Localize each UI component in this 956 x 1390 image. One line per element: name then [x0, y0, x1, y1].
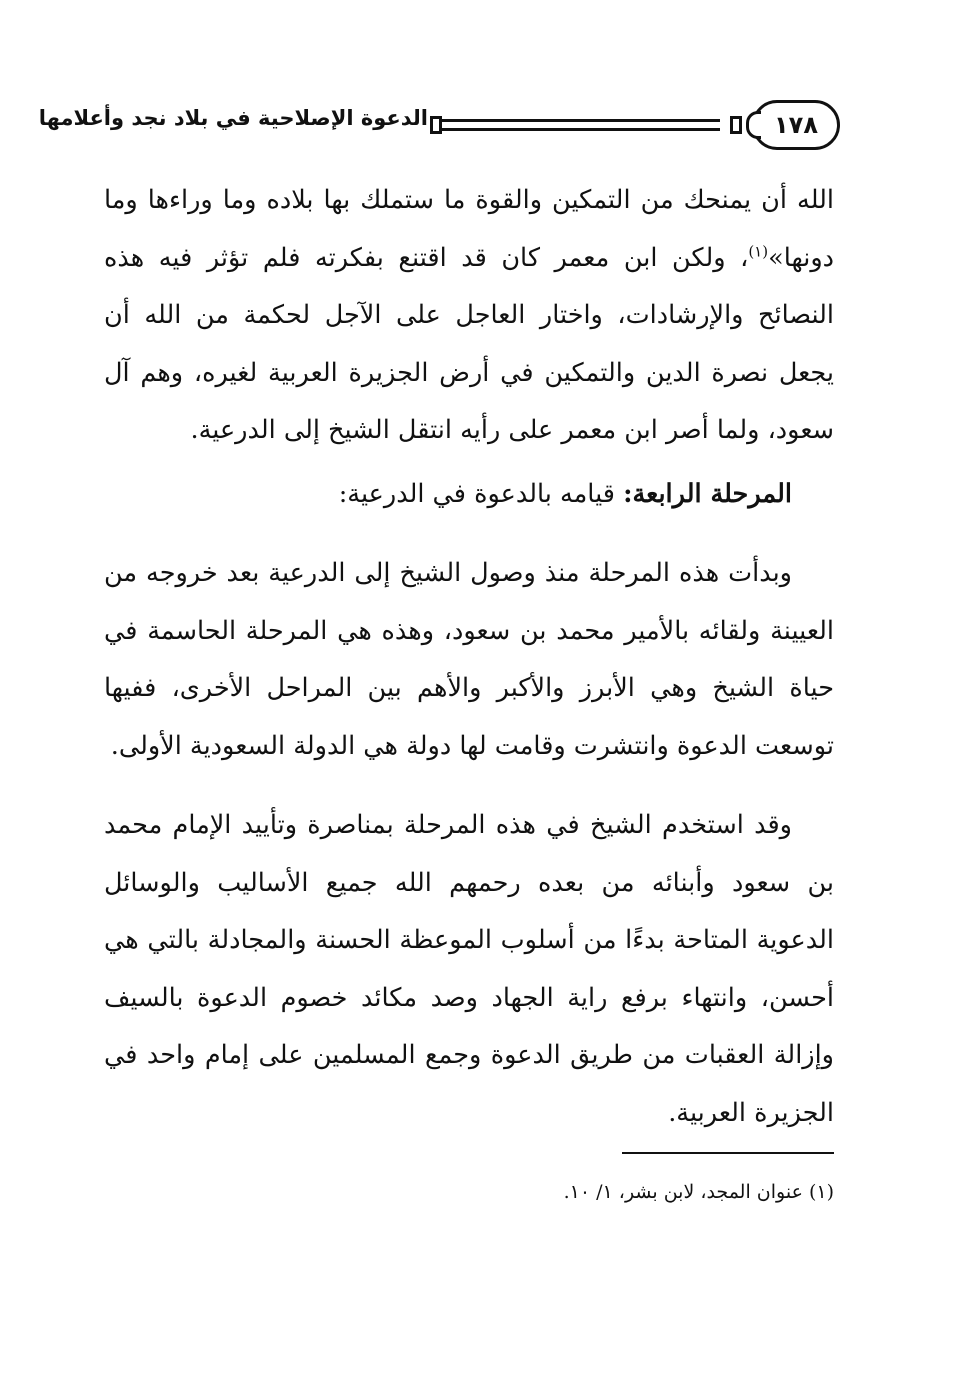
paragraph-text: وبدأت هذه المرحلة منذ وصول الشيخ إلى الدرعية بعد خروجه من العيينة ولقائه بالأمير محمد بن سعود، وهذه هي المرحلة الحاسمة في حياة الشيخ وهي الأبرز والأكبر والأهم بين المراحل الأخرى، ففيها توسعت الدعوة وانتشرت وقامت لها دولة هي الدولة السعودية الأولى. [104, 558, 834, 761]
main-text [104, 172, 834, 1142]
footnote: (١) عنوان المجد، لابن بشر، ١/ ١٠. [563, 1181, 834, 1203]
running-title: الدعوة الإصلاحية في بلاد نجد وأعلامها [38, 106, 428, 130]
paragraph-text: وقد استخدم الشيخ في هذه المرحلة بمناصرة وتأييد الإمام محمد بن سعود وأبنائه من بعده رحمهم الله جميع الأساليب والوسائل الدعوية المتاحة بدءًا من أسلوب الموعظة الحسنة والمجادلة بالتي هي أحسن، وانتهاء برفع راية الجهاد وصد مكائد خصوم الدعوة بالسيف وإزالة العقبات من طريق الدعوة وجمع المسلمين على إمام واحد في الجزيرة العربية. [104, 810, 834, 1128]
section-heading: المرحلة الرابعة: [623, 478, 792, 509]
section-heading-text: قيامه بالدعوة في الدرعية: [338, 478, 624, 509]
paragraph [104, 545, 834, 775]
paragraph-text: الله أن يمنحك من التمكين والقوة ما ستملك بها بلاده وما وراءها وما دونها» [104, 185, 834, 273]
header-ornament-box [730, 116, 742, 134]
page-number-badge [752, 100, 840, 150]
paragraph-text: ، ولكن ابن معمر كان قد اقتنع بفكرته فلم تؤثر فيه هذه النصائح والإرشادات، واختار العاجل على الآجل لحكمة من الله أن يجعل نصرة الدين والتمكين في أرض الجزيرة العربية لغيره، وهم آل سعود، ولما أصر ابن معمر على رأيه انتقل الشيخ إلى الدرعية. [104, 242, 834, 445]
footnote-reference: (١) [748, 242, 769, 260]
footnote-separator [622, 1152, 834, 1154]
header-double-rule [442, 119, 720, 131]
page-number: ١٧٨ [774, 111, 818, 139]
section-heading-line [104, 466, 834, 524]
paragraph [104, 172, 834, 460]
paragraph [104, 797, 834, 1142]
running-header [38, 100, 840, 154]
header-ornament-box [430, 116, 442, 134]
